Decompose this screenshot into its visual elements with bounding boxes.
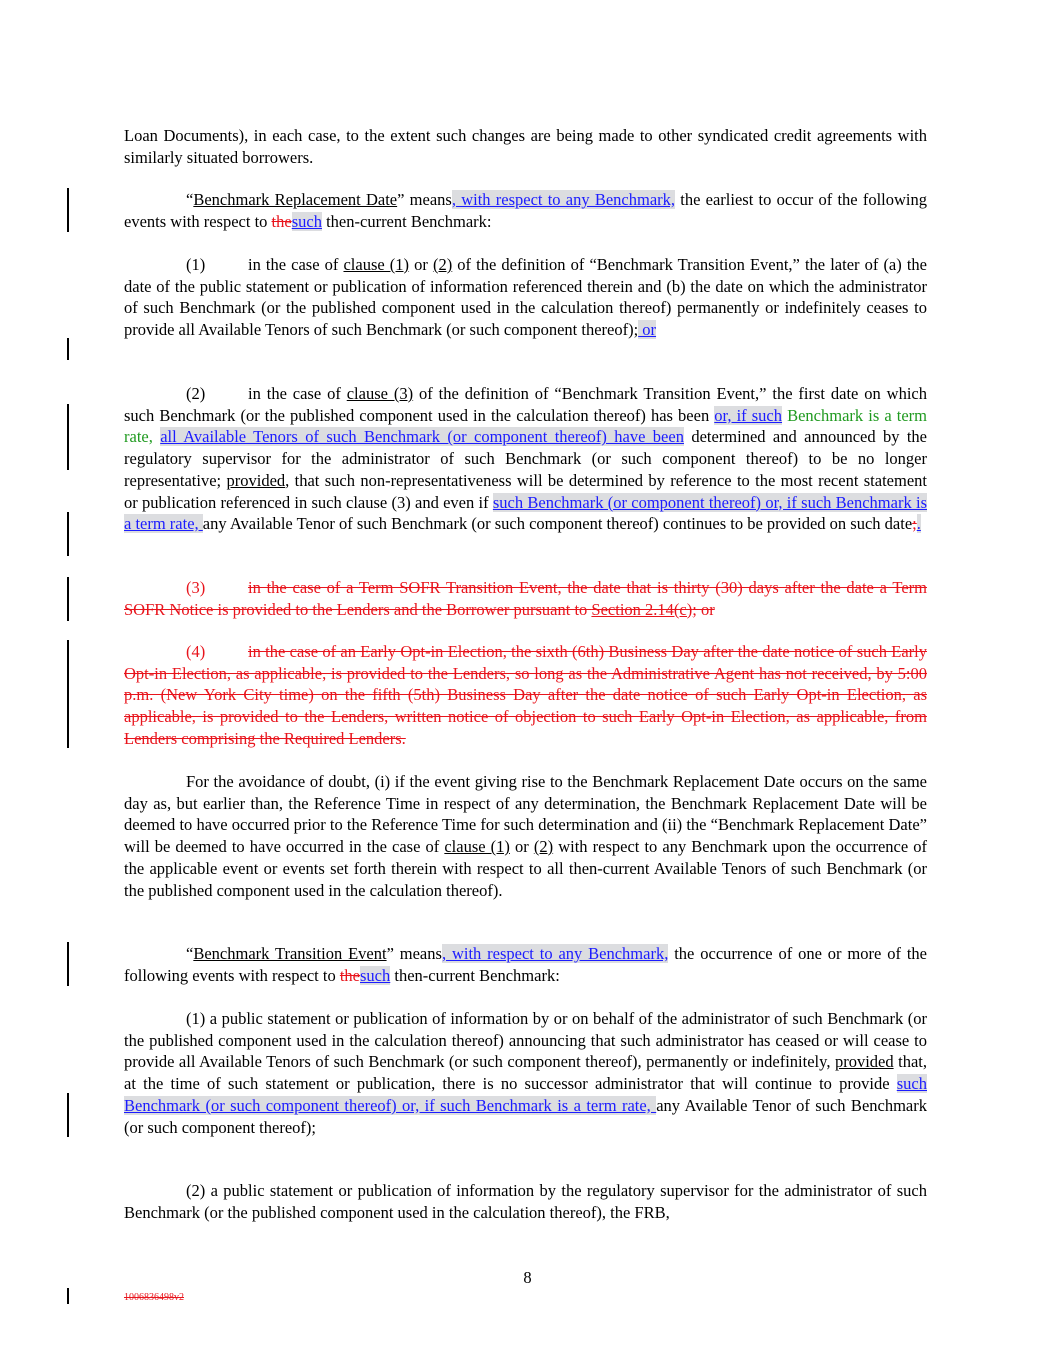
provided-term: provided (226, 470, 286, 490)
text: that, at the time of such statement or publication, there is no successor administrator that will continue to provide (124, 1052, 927, 1094)
clause-4-deleted (124, 641, 927, 750)
text: any Available Tenor of such Benchmark (or such component thereof); (124, 1095, 927, 1137)
change-bar (67, 577, 69, 621)
change-bar (67, 640, 69, 748)
moved-text: Benchmark is a term rate, (124, 405, 927, 447)
paragraph-continuation (124, 125, 927, 168)
deleted-text: in the case of a Term SOFR Transition Event, the date that is thirty (30) days after the date a Term SOFR Notice is provided to the Lenders and the Borrower pursuant to (124, 578, 927, 619)
page-number: 8 (523, 1268, 532, 1287)
text: with respect to any Benchmark upon the occurrence of the applicable event or events set forth therein with respect to all then-current Available Tenors of such Benchmark (or the published component used in the calculation thereof). (124, 837, 928, 900)
text: or (409, 255, 433, 274)
provided-term: provided (834, 1052, 894, 1072)
clause-number: (3) (186, 578, 206, 597)
change-bar (67, 1093, 69, 1137)
clause-reference: (2) (533, 837, 554, 857)
change-bar (67, 338, 69, 360)
clause-reference: (2) (432, 255, 453, 274)
definition-benchmark-replacement-date (124, 189, 927, 232)
clause-number: (4) (186, 642, 206, 661)
clause-3-deleted (124, 577, 927, 620)
inserted-text: such (360, 965, 391, 985)
text: “ (186, 190, 194, 209)
inserted-text: or (638, 320, 657, 340)
text: then-current Benchmark: (390, 965, 560, 985)
clause-1 (124, 254, 927, 341)
change-bar (67, 404, 69, 470)
text: any Available Tenor of such Benchmark (or such component thereof) continues to be provided on such date (202, 514, 913, 534)
clause-reference: clause (1) (343, 255, 410, 274)
inserted-text: , with respect to any Benchmark, (451, 190, 676, 209)
text: in the case of (248, 255, 344, 274)
text: ” means (386, 944, 442, 963)
text: the occurrence of one or more of the following events with respect to (124, 944, 927, 985)
text: the earliest to occur of the following events with respect to (124, 190, 927, 231)
text: ” means (397, 190, 452, 209)
clause-reference: clause (1) (444, 837, 510, 857)
change-bar (67, 942, 69, 986)
defined-term: Benchmark Transition Event (193, 944, 387, 963)
inserted-text: . (916, 514, 921, 534)
deleted-text: the (271, 211, 292, 231)
inserted-text: such Benchmark (or component thereof) or, if such Benchmark is a term rate, (124, 492, 927, 534)
deleted-text: in the case of an Early Opt-in Election, the sixth (6th) Business Day after the date notice of such Early Opt-in Election, as applicable, is provided to the Lenders, so long as the Administrative Agent has not received, by 5:00 p.m. (New York City time) on the fifth (5th) Business Day after the date notice of such Early Opt-in Election, as applicable, is provided to the Lenders, written notice of objection to such Early Opt-in Election, as applicable, from Lenders comprising the Required Lenders. (124, 642, 927, 748)
text: , that such non-representativeness will be determined by reference to the most recent statement or publication referenced in such clause (3) and even if (124, 470, 927, 512)
deleted-text: ; (912, 514, 917, 534)
inserted-text: all Available Tenors of such Benchmark (or component thereof) have been (160, 427, 684, 447)
text: or (509, 837, 534, 857)
deleted-text: ; or (692, 599, 715, 619)
inserted-text: such Benchmark (or such component thereof) or, if such Benchmark is a term rate, (124, 1074, 927, 1115)
clause-number: (1) (186, 255, 206, 274)
text: of the definition of “Benchmark Transition Event,” the first date on which such Benchmark (or the published component used in the calculation thereof) has been (124, 384, 927, 425)
text: of the definition of “Benchmark Transition Event,” the later of (a) the date of the public statement or publication of information referenced therein and (b) the date on which the administrator of such Benchmark (or the published component used in the calculation thereof) permanently or indefinitely ceases to provide all Available Tenors of such Benchmark (or such component thereof); (124, 255, 927, 340)
inserted-text: , with respect to any Benchmark, (441, 944, 669, 963)
deleted-text: the (339, 965, 361, 985)
text: Loan Documents), in each case, to the extent such changes are being made to other syndicated credit agreements with similarly situated borrowers. (124, 126, 927, 167)
text: determined and announced by the regulatory supervisor for the administrator of such Benchmark (or such component thereof) to be no longer representative; (124, 427, 927, 490)
event-1 (124, 1008, 927, 1138)
event-2 (124, 1180, 927, 1223)
inserted-text: such (291, 211, 322, 231)
change-bar (67, 188, 69, 232)
clause-number: (2) (186, 384, 206, 403)
text: For the avoidance of doubt, (i) if the event giving rise to the Benchmark Replacement Date occurs on the same day as, but earlier than, the Reference Time in respect of any determination, the Benchmark Replacement Date will be deemed to have occurred prior to the Reference Time for such determination and (ii) the “Benchmark Replacement Date” will be deemed to have occurred in the case of (124, 772, 927, 857)
defined-term: Benchmark Replacement Date (193, 190, 398, 209)
change-bar (67, 512, 69, 556)
avoidance-of-doubt (124, 771, 927, 901)
text: (1) a public statement or publication of information by or on behalf of the administrator of such Benchmark (or the published component used in the calculation thereof) announcing that such administrator has ceased or will cease to provide all Available Tenors of such Benchmark (or such component thereof), permanently or indefinitely, (124, 1009, 927, 1072)
clause-reference: clause (3) (346, 384, 414, 403)
inserted-text: or, if such (714, 405, 783, 425)
text: “ (186, 944, 194, 963)
definition-benchmark-transition-event (124, 943, 927, 986)
clause-2 (124, 383, 927, 535)
text: in the case of (248, 384, 347, 403)
section-reference: Section 2.14(c) (591, 599, 693, 619)
change-bar (67, 1288, 69, 1304)
text: then-current Benchmark: (321, 211, 492, 231)
text: (2) a public statement or publication of information by the regulatory supervisor for the administrator of such Benchmark (or the published component used in the calculation thereof), the FRB, (124, 1181, 927, 1222)
document-id: 1006836498v2 (124, 1292, 184, 1303)
